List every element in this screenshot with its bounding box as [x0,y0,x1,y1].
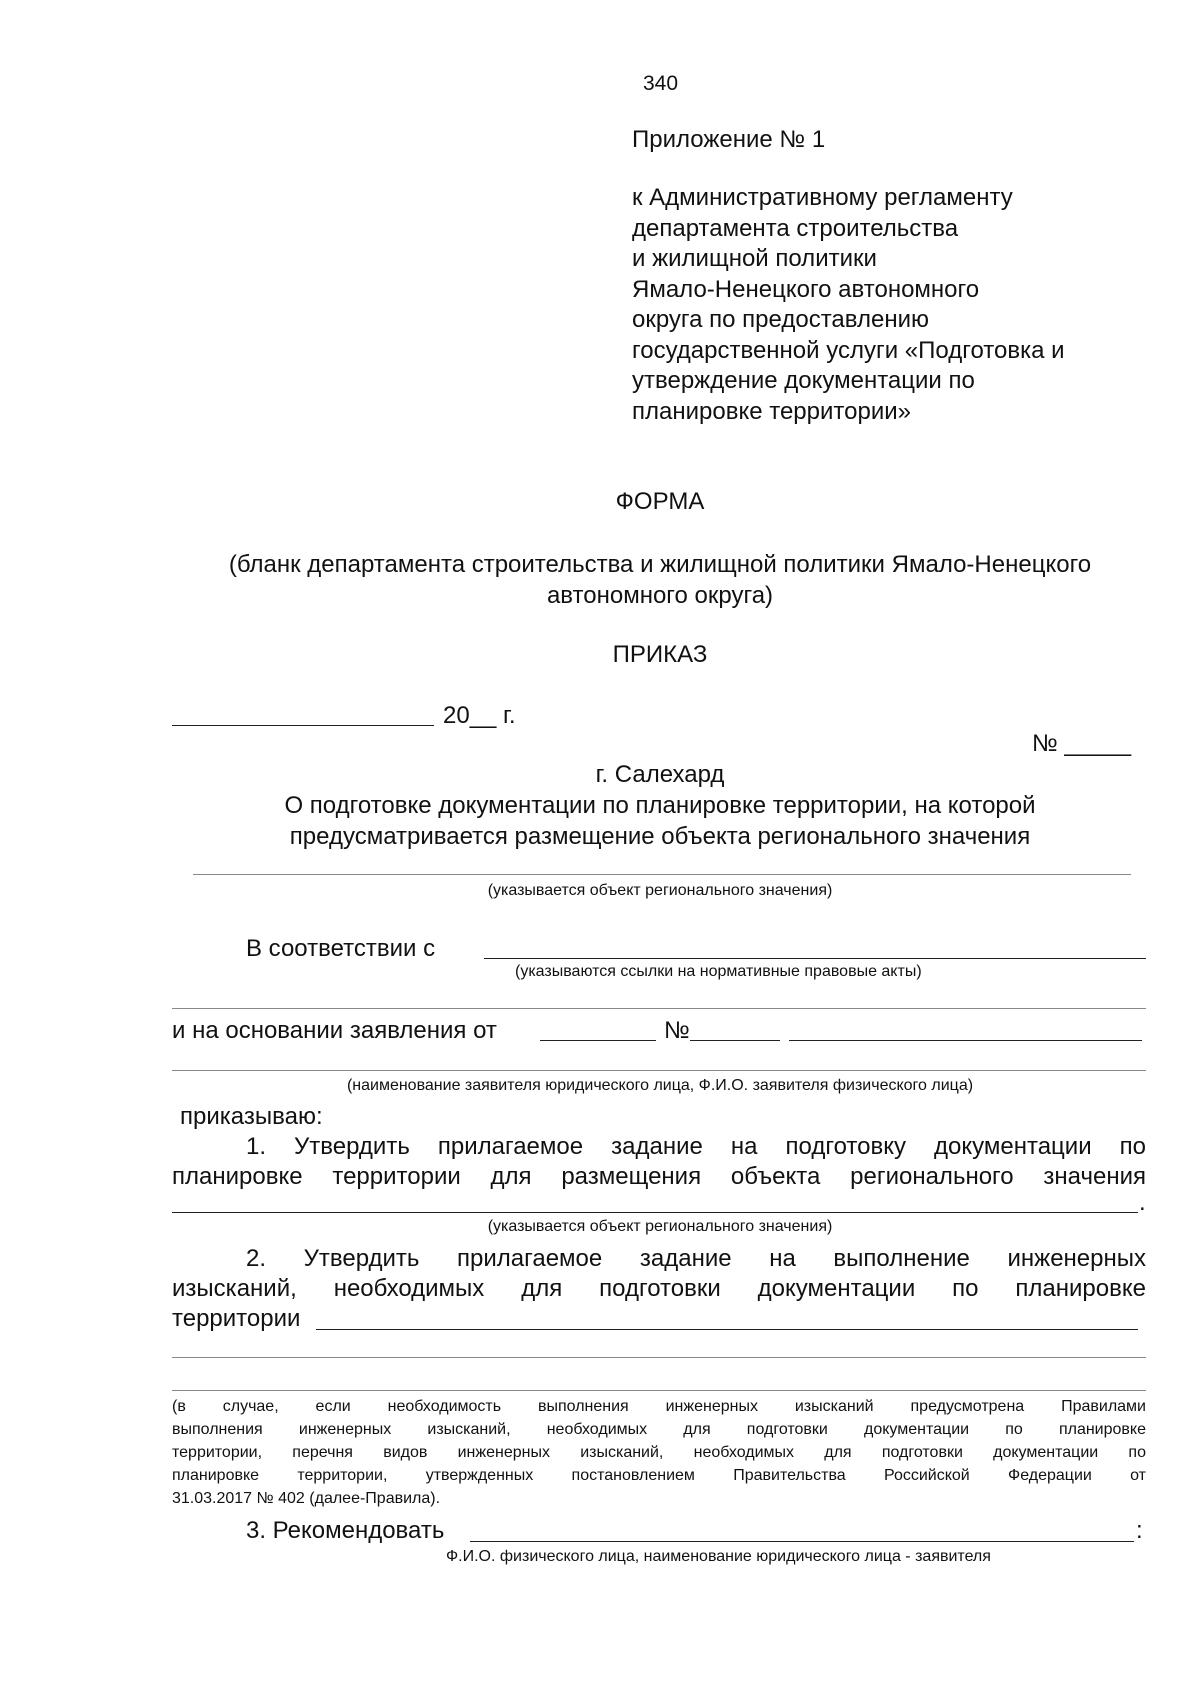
note-line: выполнения инженерных изысканий, необходимых для подготовки документации по планировке [172,1421,1146,1438]
appendix-title: Приложение № 1 [632,126,826,153]
hint-applicant: (наименование заявителя юридического лица, Ф.И.О. заявителя физического лица) [346,1077,974,1094]
form-heading: ФОРМА [615,488,705,515]
page-number: 340 [643,72,679,95]
subject-line-2: предусматривается размещение объекта регионального значения [289,823,1031,850]
date-year: 20__ г. [443,702,516,729]
applicant-line [172,1070,1146,1071]
appendix-line: государственной услуги «Подготовка и [632,336,1065,364]
basis-number-label: № [664,1017,690,1044]
appendix-line: и жилищной политики [632,245,877,272]
note-line: территории, перечня видов инженерных изысканий, необходимых для подготовки документации по [172,1444,1146,1461]
item1-line-2: планировке территории для размещения объекта регионального значения [172,1163,1146,1190]
accordance-label: В соответствии с [246,935,436,962]
hint-object: (указывается объект регионального значения) [487,882,833,899]
basis-number-line [690,1040,780,1041]
appendix-line: утверждение документации по [632,367,975,394]
appendix-line: округа по предоставлению [632,306,929,333]
item1-line-1: 1. Утвердить прилагаемое задание на подготовку документации по [246,1133,1146,1160]
basis-label: и на основании заявления от [172,1017,497,1044]
item1-object-line [172,1212,1138,1213]
basis-applicant-line [789,1040,1142,1041]
appendix-line: департамента строительства [632,214,959,242]
city: г. Салехард [595,761,725,788]
order-word: приказываю: [180,1103,323,1130]
item2-territory-line [316,1329,1138,1330]
note-last-line: 31.03.2017 № 402 (далее-Правила). [172,1490,441,1507]
item2-line-extra-2 [172,1390,1146,1391]
date-line [172,725,434,726]
item3-end: : [1136,1517,1143,1544]
hint-item3: Ф.И.О. физического лица, наименование юридического лица - заявителя [446,1548,991,1565]
appendix-line: планировке территории» [632,397,911,425]
object-line [193,874,1131,875]
note-line: (в случае, если необходимость выполнения инженерных изысканий предусмотрена Правилами [172,1398,1146,1415]
appendix-line: Ямало-Ненецкого автономного [632,275,980,303]
item1-end: . [1139,1189,1146,1216]
appendix-block [632,183,1065,427]
hint-acts: (указываются ссылки на нормативные правовые акты) [515,963,922,980]
item2-line-1: 2. Утвердить прилагаемое задание на выполнение инженерных [246,1245,1146,1272]
order-title: ПРИКАЗ [612,641,708,668]
blank-line-1: (бланк департамента строительства и жилищной политики Ямало-Ненецкого [228,551,1092,578]
item2-line-3: территории [172,1305,301,1332]
hint-object-2: (указывается объект регионального значения) [487,1218,833,1235]
order-number: № _____ [1032,730,1132,757]
basis-date-line [540,1040,656,1041]
item3-label: 3. Рекомендовать [246,1517,445,1544]
blank-line-2: автономного округа) [546,582,774,609]
appendix-line: к Административному регламенту [632,184,1013,211]
item2-line-2: изысканий, необходимых для подготовки документации по планировке [172,1275,1146,1302]
item3-line [470,1541,1134,1542]
acts-line-2 [172,1008,1146,1009]
subject-line-1: О подготовке документации по планировке территории, на которой [284,792,1036,819]
note-line: планировке территории, утвержденных постановлением Правительства Российской Федерации от [172,1467,1146,1484]
acts-line [484,958,1146,959]
item2-line-extra-1 [172,1357,1146,1358]
